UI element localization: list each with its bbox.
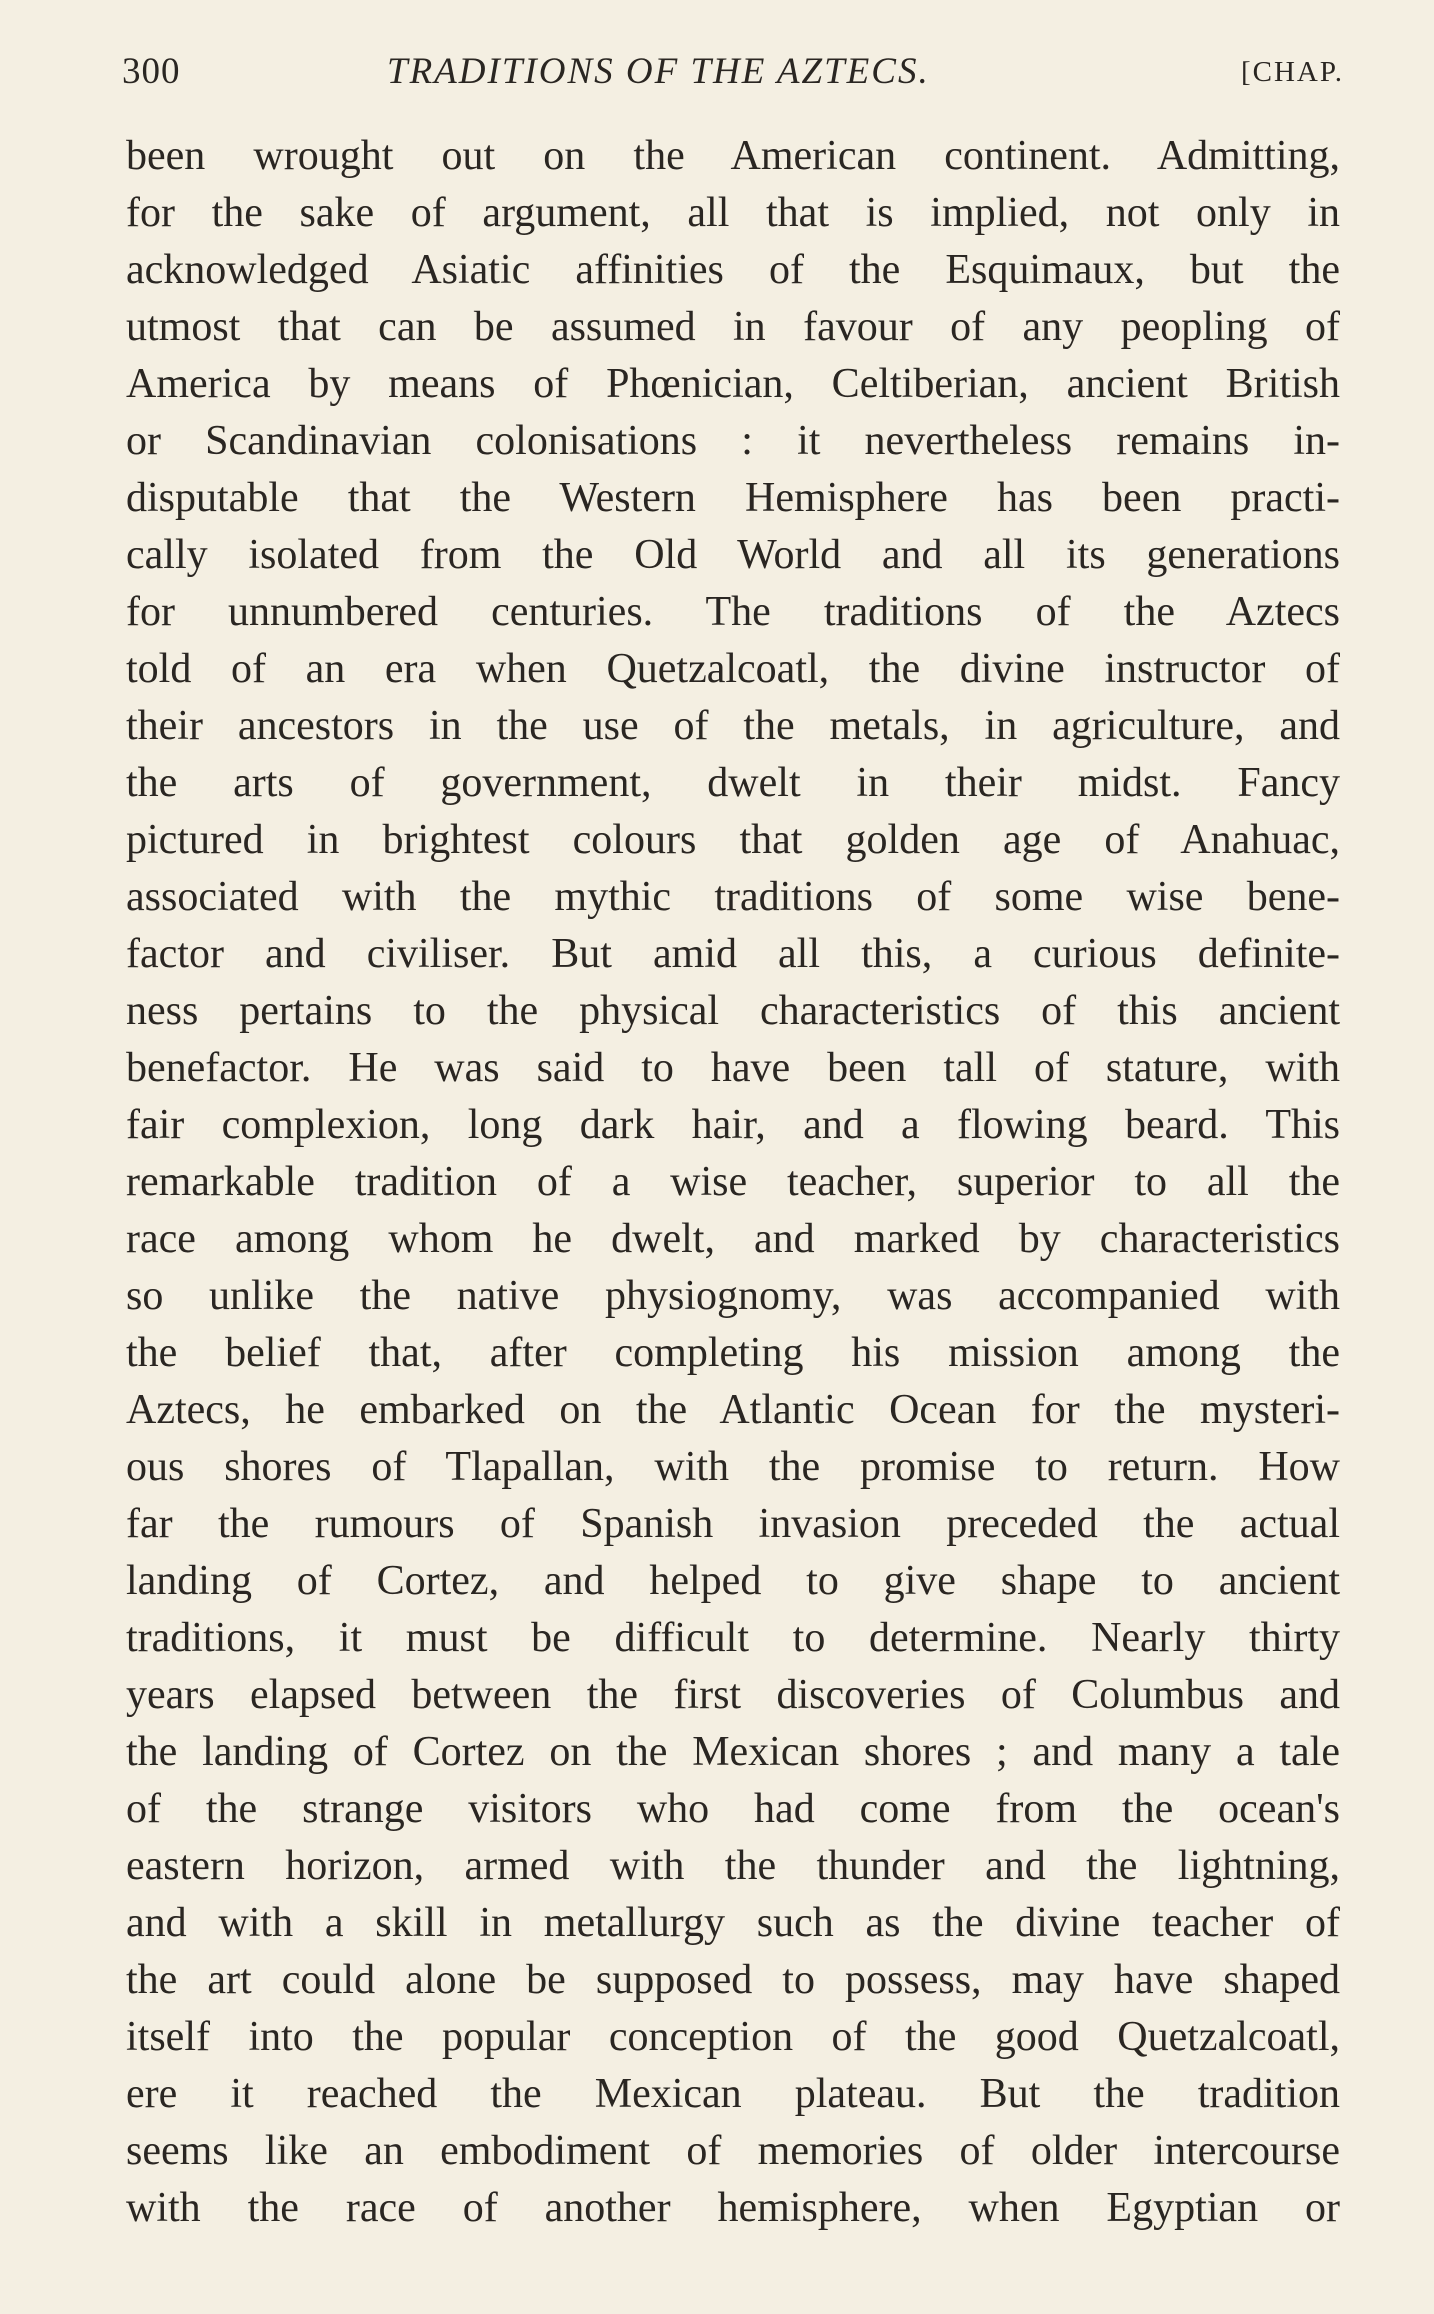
text-line: fair complexion, long dark hair, and a flowing beard. This: [126, 1102, 1340, 1148]
text-line: cally isolated from the Old World and all its generations: [126, 532, 1340, 578]
text-line: America by means of Phœnician, Celtiberian, ancient British: [126, 361, 1340, 407]
running-title: TRADITIONS OF THE AZTECS.: [387, 51, 930, 92]
text-line: so unlike the native physiognomy, was accompanied with: [126, 1273, 1340, 1319]
text-line: benefactor. He was said to have been tall of stature, with: [126, 1045, 1340, 1091]
text-line: and with a skill in metallurgy such as the divine teacher of: [126, 1900, 1340, 1946]
text-line: seems like an embodiment of memories of older intercourse: [126, 2128, 1340, 2174]
text-line: acknowledged Asiatic affinities of the Esquimaux, but the: [126, 247, 1340, 293]
text-line: the arts of government, dwelt in their midst. Fancy: [126, 760, 1340, 806]
text-line: of the strange visitors who had come from the ocean's: [126, 1786, 1340, 1832]
running-head: [122, 42, 1344, 102]
text-line: eastern horizon, armed with the thunder and the lightning,: [126, 1843, 1340, 1889]
text-line: traditions, it must be difficult to determine. Nearly thirty: [126, 1615, 1340, 1661]
text-line: ness pertains to the physical characteristics of this ancient: [126, 988, 1340, 1034]
text-line: with the race of another hemisphere, when Egyptian or: [126, 2185, 1340, 2231]
text-line: associated with the mythic traditions of some wise bene-: [126, 874, 1340, 920]
text-line: Aztecs, he embarked on the Atlantic Ocean for the mysteri-: [126, 1387, 1340, 1433]
text-line: utmost that can be assumed in favour of any peopling of: [126, 304, 1340, 350]
body-text: [126, 128, 1340, 2237]
text-line: their ancestors in the use of the metals, in agriculture, and: [126, 703, 1340, 749]
text-line: remarkable tradition of a wise teacher, superior to all the: [126, 1159, 1340, 1205]
chapter-mark: [CHAP.: [1240, 56, 1344, 88]
text-line: itself into the popular conception of the good Quetzalcoatl,: [126, 2014, 1340, 2060]
text-line: factor and civiliser. But amid all this, a curious definite-: [126, 931, 1340, 977]
text-line: years elapsed between the first discoveries of Columbus and: [126, 1672, 1340, 1718]
text-line: been wrought out on the American continent. Admitting,: [126, 133, 1340, 179]
page-number: 300: [122, 51, 181, 92]
text-line: or Scandinavian colonisations : it nevertheless remains in-: [126, 418, 1340, 464]
text-line: race among whom he dwelt, and marked by characteristics: [126, 1216, 1340, 1262]
text-line: ere it reached the Mexican plateau. But the tradition: [126, 2071, 1340, 2117]
text-line: for the sake of argument, all that is implied, not only in: [126, 190, 1340, 236]
text-line: told of an era when Quetzalcoatl, the divine instructor of: [126, 646, 1340, 692]
text-line: for unnumbered centuries. The traditions of the Aztecs: [126, 589, 1340, 635]
text-line: disputable that the Western Hemisphere has been practi-: [126, 475, 1340, 521]
text-line: far the rumours of Spanish invasion preceded the actual: [126, 1501, 1340, 1547]
text-line: ous shores of Tlapallan, with the promise to return. How: [126, 1444, 1340, 1490]
text-line: landing of Cortez, and helped to give shape to ancient: [126, 1558, 1340, 1604]
text-line: the landing of Cortez on the Mexican shores ; and many a tale: [126, 1729, 1340, 1775]
text-line: pictured in brightest colours that golden age of Anahuac,: [126, 817, 1340, 863]
text-line: the art could alone be supposed to possess, may have shaped: [126, 1957, 1340, 2003]
text-line: the belief that, after completing his mission among the: [126, 1330, 1340, 1376]
